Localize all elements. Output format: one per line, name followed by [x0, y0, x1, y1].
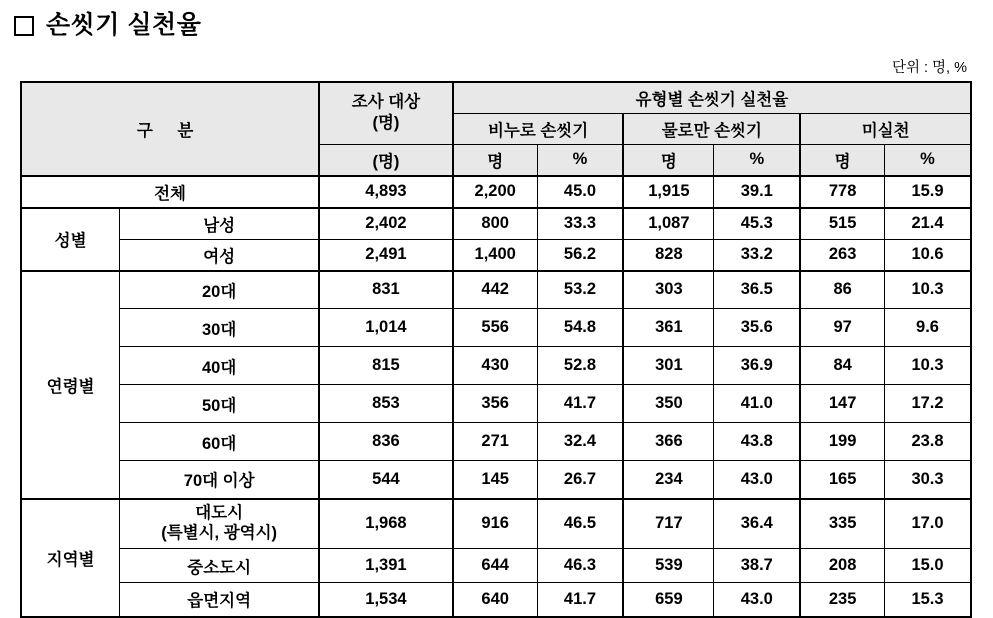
- section-label-gender: 성별: [21, 208, 120, 271]
- cell-target: 836: [319, 423, 453, 461]
- row-label: 60대: [120, 423, 319, 461]
- cell-soap-p: 45.0: [537, 176, 623, 208]
- cell-soap-p: 33.3: [537, 208, 623, 240]
- cell-water-p: 33.2: [714, 239, 800, 271]
- row-label: 읍면지역: [120, 583, 319, 617]
- cell-soap-n: 1,400: [453, 239, 537, 271]
- handwashing-rate-table: [20, 81, 972, 618]
- cell-soap-n: 430: [453, 347, 537, 385]
- cell-water-n: 366: [623, 423, 713, 461]
- row-label: 20대: [120, 271, 319, 309]
- cell-none-p: 15.3: [885, 583, 971, 617]
- cell-soap-p: 46.3: [537, 549, 623, 583]
- table-row: [21, 385, 971, 423]
- table-row: [21, 499, 971, 549]
- cell-none-p: 10.3: [885, 347, 971, 385]
- cell-water-p: 35.6: [714, 309, 800, 347]
- row-label: 남성: [120, 208, 319, 240]
- table-row: [21, 309, 971, 347]
- cell-soap-n: 916: [453, 499, 537, 549]
- row-label: [120, 499, 319, 549]
- table-row: [21, 347, 971, 385]
- unit-note: 단위 : 명, %: [891, 59, 967, 76]
- cell-soap-n: 2,200: [453, 176, 537, 208]
- row-label-line1: 대도시: [195, 503, 244, 522]
- table-row: [21, 176, 971, 208]
- cell-none-p: 30.3: [885, 461, 971, 499]
- cell-none-n: 84: [800, 347, 884, 385]
- table-row: [21, 583, 971, 617]
- cell-soap-n: 640: [453, 583, 537, 617]
- header-soap-p: %: [537, 144, 623, 176]
- cell-none-n: 97: [800, 309, 884, 347]
- row-label: 30대: [120, 309, 319, 347]
- cell-none-n: 778: [800, 176, 884, 208]
- cell-target: 1,014: [319, 309, 453, 347]
- cell-soap-p: 56.2: [537, 239, 623, 271]
- cell-water-n: 1,915: [623, 176, 713, 208]
- cell-water-n: 539: [623, 549, 713, 583]
- cell-none-p: 10.3: [885, 271, 971, 309]
- cell-soap-n: 644: [453, 549, 537, 583]
- header-water-n: 명: [623, 144, 713, 176]
- header-gubun: 구 분: [21, 82, 319, 176]
- cell-water-n: 234: [623, 461, 713, 499]
- row-label-line2: (특별시, 광역시): [161, 523, 278, 542]
- page-title-text: 손씻기 실천율: [46, 11, 202, 39]
- cell-soap-n: 442: [453, 271, 537, 309]
- cell-target: 2,491: [319, 239, 453, 271]
- cell-target: 544: [319, 461, 453, 499]
- row-label: 중소도시: [120, 549, 319, 583]
- cell-none-p: 17.0: [885, 499, 971, 549]
- cell-soap-n: 145: [453, 461, 537, 499]
- cell-water-p: 36.9: [714, 347, 800, 385]
- cell-target: 853: [319, 385, 453, 423]
- cell-water-p: 36.5: [714, 271, 800, 309]
- cell-soap-p: 32.4: [537, 423, 623, 461]
- cell-water-n: 303: [623, 271, 713, 309]
- cell-water-p: 38.7: [714, 549, 800, 583]
- cell-water-n: 828: [623, 239, 713, 271]
- cell-target: 831: [319, 271, 453, 309]
- cell-target: 815: [319, 347, 453, 385]
- cell-soap-p: 53.2: [537, 271, 623, 309]
- cell-none-n: 235: [800, 583, 884, 617]
- row-label-total: 전체: [21, 176, 319, 208]
- cell-soap-n: 556: [453, 309, 537, 347]
- header-survey-target-line2: (명): [372, 114, 400, 132]
- row-label: 40대: [120, 347, 319, 385]
- row-label: 50대: [120, 385, 319, 423]
- cell-soap-p: 52.8: [537, 347, 623, 385]
- header-group-water: 물로만 손씻기: [623, 113, 800, 144]
- header-survey-target-unit: (명): [319, 144, 453, 176]
- cell-none-n: 165: [800, 461, 884, 499]
- cell-water-n: 1,087: [623, 208, 713, 240]
- cell-water-p: 43.0: [714, 583, 800, 617]
- cell-soap-p: 54.8: [537, 309, 623, 347]
- cell-water-n: 301: [623, 347, 713, 385]
- cell-none-n: 335: [800, 499, 884, 549]
- row-label: 70대 이상: [120, 461, 319, 499]
- cell-water-p: 43.8: [714, 423, 800, 461]
- header-water-p: %: [714, 144, 800, 176]
- cell-water-p: 45.3: [714, 208, 800, 240]
- cell-water-p: 43.0: [714, 461, 800, 499]
- table-row: [21, 549, 971, 583]
- header-none-p: %: [885, 144, 971, 176]
- cell-target: 1,391: [319, 549, 453, 583]
- cell-water-p: 36.4: [714, 499, 800, 549]
- table-header-row-1: [21, 82, 971, 114]
- cell-water-n: 659: [623, 583, 713, 617]
- cell-none-p: 9.6: [885, 309, 971, 347]
- cell-none-p: 15.0: [885, 549, 971, 583]
- cell-soap-p: 41.7: [537, 583, 623, 617]
- cell-soap-p: 26.7: [537, 461, 623, 499]
- cell-none-n: 263: [800, 239, 884, 271]
- cell-target: 1,534: [319, 583, 453, 617]
- header-survey-target-line1: 조사 대상: [351, 93, 421, 112]
- cell-none-n: 86: [800, 271, 884, 309]
- table-row: [21, 423, 971, 461]
- table-row: [21, 208, 971, 240]
- cell-water-p: 41.0: [714, 385, 800, 423]
- section-label-age: 연령별: [21, 271, 120, 499]
- page-title: [0, 0, 993, 40]
- cell-none-n: 147: [800, 385, 884, 423]
- cell-water-n: 350: [623, 385, 713, 423]
- header-group-title: 유형별 손씻기 실천율: [453, 82, 971, 114]
- cell-none-n: 208: [800, 549, 884, 583]
- cell-target: 1,968: [319, 499, 453, 549]
- cell-soap-n: 800: [453, 208, 537, 240]
- table-row: [21, 461, 971, 499]
- cell-target: 4,893: [319, 176, 453, 208]
- cell-none-n: 199: [800, 423, 884, 461]
- cell-soap-n: 356: [453, 385, 537, 423]
- section-label-region: 지역별: [21, 499, 120, 617]
- cell-none-p: 23.8: [885, 423, 971, 461]
- cell-water-p: 39.1: [714, 176, 800, 208]
- row-label: 여성: [120, 239, 319, 271]
- cell-target: 2,402: [319, 208, 453, 240]
- cell-none-p: 17.2: [885, 385, 971, 423]
- cell-none-p: 21.4: [885, 208, 971, 240]
- table-row: [21, 239, 971, 271]
- cell-water-n: 361: [623, 309, 713, 347]
- cell-none-n: 515: [800, 208, 884, 240]
- square-bullet-icon: [14, 16, 34, 36]
- table-row: [21, 271, 971, 309]
- header-soap-n: 명: [453, 144, 537, 176]
- header-group-soap: 비누로 손씻기: [453, 113, 624, 144]
- cell-water-n: 717: [623, 499, 713, 549]
- cell-soap-p: 41.7: [537, 385, 623, 423]
- header-group-none: 미실천: [800, 113, 971, 144]
- header-none-n: 명: [800, 144, 884, 176]
- cell-none-p: 15.9: [885, 176, 971, 208]
- cell-soap-p: 46.5: [537, 499, 623, 549]
- cell-none-p: 10.6: [885, 239, 971, 271]
- header-survey-target: [319, 82, 453, 145]
- cell-soap-n: 271: [453, 423, 537, 461]
